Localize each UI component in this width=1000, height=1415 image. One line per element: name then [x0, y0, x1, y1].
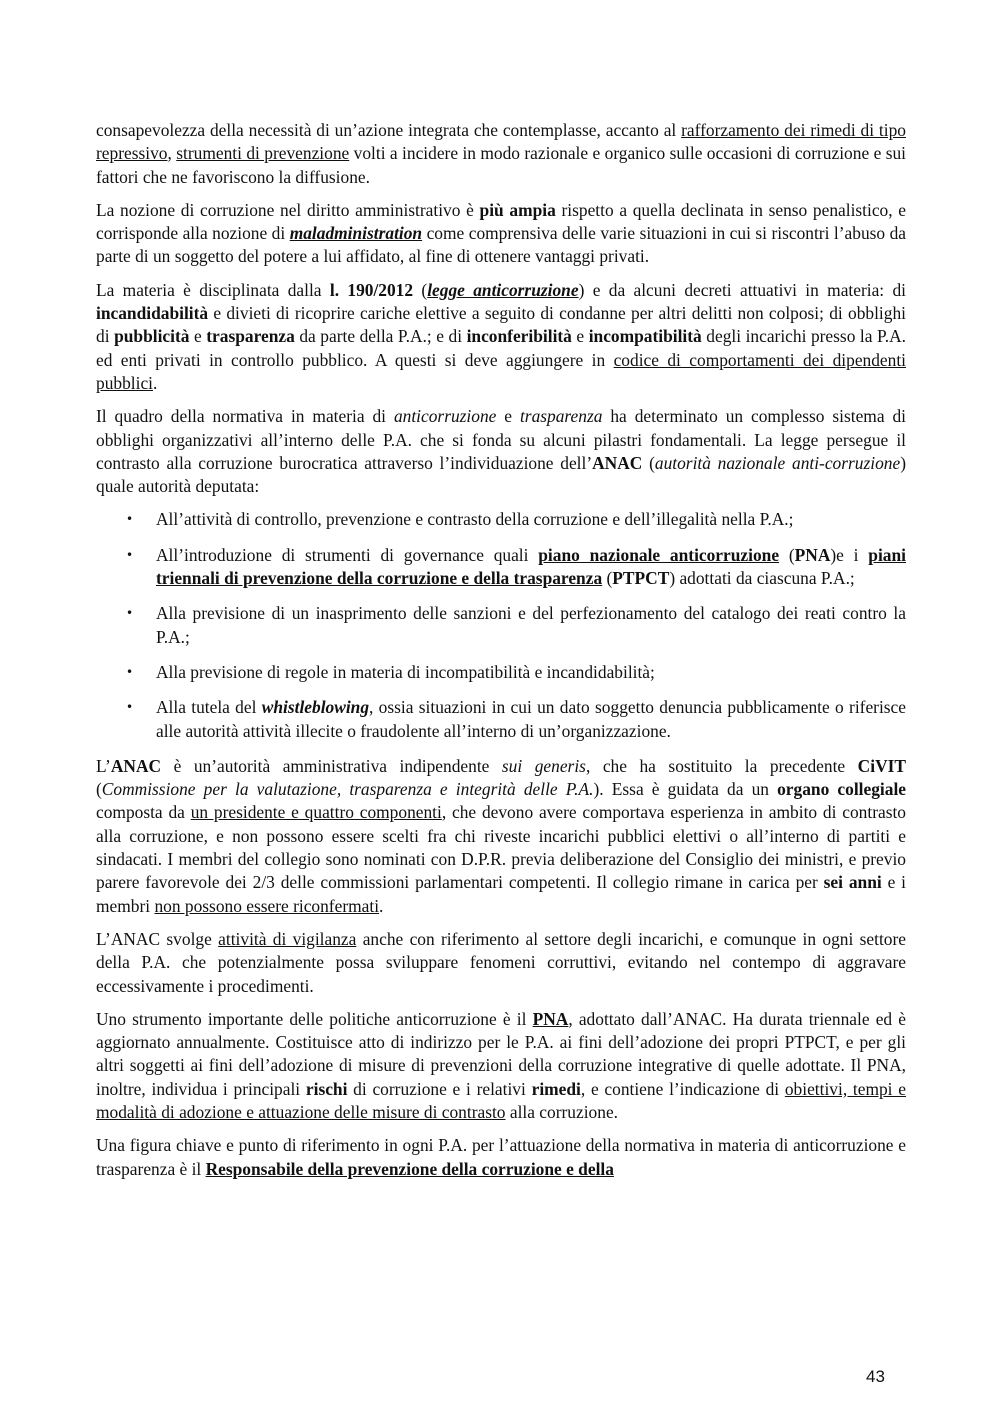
- paragraph-6: L’ANAC svolge attività di vigilanza anche con riferimento al settore degli incarichi, e comunque in ogni settore della P.A. che potenzialmente possa sviluppare fenomeni corruttivi, evitando nel contempo di aggravare eccessivamente i procedimenti.: [96, 928, 906, 996]
- list-item: • All’attività di controllo, prevenzione e contrasto della corruzione e dell’illegalità nella P.A.;: [96, 508, 906, 531]
- bullet-icon: •: [126, 700, 134, 715]
- paragraph-4: Il quadro della normativa in materia di anticorruzione e trasparenza ha determinato un complesso sistema di obblighi organizzativi all’interno delle P.A. che si fonda su alcuni pilastri fondamentali. La legge persegue il contrasto alla corruzione burocratica attraverso l’individuazione dell’ANAC (autorità nazionale anti-corruzione) quale autorità deputata:: [96, 406, 906, 497]
- bold-text: PTPCT: [612, 568, 670, 589]
- bold-italic-text: whistleblowing: [261, 697, 370, 718]
- bold-text: rimedi: [531, 1078, 581, 1099]
- bold-text: sei anni: [823, 872, 882, 893]
- paragraph-7: Uno strumento importante delle politiche anticorruzione è il PNA, adottato dall’ANAC. Ha durata triennale ed è aggiornato annualmente. Costituisce atto di indirizzo per le P.A. ai fini dell’adozione dei propri PTPCT, e per gli altri soggetti ai fini dell’adozione di misure di prevenzioni della corruzione integrative di quelle adottate. Il PNA, inoltre, individua i principali rischi di corruzione e i relativi rimedi, e contiene l’indicazione di obiettivi, tempi e modalità di adozione e attuazione delle misure di contrasto alla corruzione.: [96, 1008, 906, 1122]
- bold-text: l. 190/2012: [329, 279, 414, 300]
- bold-text: pubblicità: [114, 326, 190, 347]
- paragraph-5: L’ANAC è un’autorità amministrativa indipendente sui generis, che ha sostituito la precedente CiVIT (Commissione per la valutazione, trasparenza e integrità delle P.A.). Essa è guidata da un organo collegiale composta da un presidente e quattro componenti, che devono avere comportava esperienza in ambito di contrasto alla corruzione, e non possono essere scelti fra chi riveste incarichi pubblici elettivi o all’interno di partiti e sindacati. I membri del collegio sono nominati con D.P.R. previa deliberazione del Consiglio dei ministri, e previo parere favorevole dei 2/3 delle commissioni parlamentari competenti. Il collegio rimane in carica per sei anni e i membri non possono essere riconfermati.: [96, 755, 906, 916]
- list-item: • Alla previsione di un inasprimento delle sanzioni e del perfezionamento del catalogo dei reati contro la P.A.;: [126, 603, 906, 647]
- bold-text: ANAC: [592, 452, 643, 473]
- page-number: 43: [866, 1367, 885, 1386]
- bullet-icon: •: [126, 664, 134, 679]
- bold-text: trasparenza: [206, 326, 295, 347]
- bold-text: incompatibilità: [588, 326, 702, 347]
- underlined-text: un presidente e quattro componenti: [190, 802, 442, 823]
- underlined-text: rafforzamento dei rimedi di tipo repressivo: [96, 120, 906, 164]
- bold-underlined-text: Responsabile della prevenzione della corruzione e della: [205, 1158, 614, 1179]
- bold-text: organo collegiale: [777, 779, 906, 800]
- italic-text: anticorruzione: [393, 406, 497, 427]
- list-item: • Alla tutela del whistleblowing, ossia situazioni in cui un dato soggetto denuncia pubblicamente o riferisce alle autorità attività illecite o fraudolente all’interno di un’organizzazione.: [126, 697, 906, 741]
- italic-text: sui generis: [501, 755, 586, 776]
- list-item: • All’introduzione di strumenti di governance quali piano nazionale anticorruzione (PNA)e i piani triennali di prevenzione della corruzione e della trasparenza (PTPCT) adottati da ciascuna P.A.;: [126, 544, 906, 589]
- paragraph-1: consapevolezza della necessità di un’azione integrata che contemplasse, accanto al rafforzamento dei rimedi di tipo repressivo, strumenti di prevenzione volti a incidere in modo razionale e organico sulle occasioni di corruzione e sui fattori che ne favoriscono la diffusione.: [96, 120, 906, 187]
- underlined-text: non possono essere riconfermati: [154, 895, 380, 916]
- paragraph-2: La nozione di corruzione nel diritto amministrativo è più ampia rispetto a quella declinata in senso penalistico, e corrisponde alla nozione di maladministration come comprensiva delle varie situazioni in cui si riscontri l’abuso da parte di un soggetto del potere a lui affidato, al fine di ottenere vantaggi privati.: [96, 199, 907, 267]
- bold-text: inconferibilità: [466, 326, 572, 347]
- bullet-icon: •: [126, 547, 134, 562]
- paragraph-8: Una figura chiave e punto di riferimento in ogni P.A. per l’attuazione della normativa in materia di anticorruzione e trasparenza è il Responsabile della prevenzione della corruzione e della: [96, 1135, 906, 1179]
- italic-text: Commissione per la valutazione, trasparenza e integrità delle P.A.: [101, 779, 594, 800]
- bold-text: più ampia: [479, 199, 556, 220]
- bold-text: ANAC: [110, 755, 162, 776]
- underlined-text: strumenti di prevenzione: [176, 143, 350, 164]
- underlined-text: codice di comportamenti dei dipendenti pubblici: [96, 349, 907, 393]
- bold-text: incandidabilità: [96, 303, 209, 324]
- bold-text: CiVIT: [857, 755, 906, 776]
- bullet-icon: •: [126, 512, 134, 527]
- emphasis-term: legge anticorruzione: [427, 279, 579, 300]
- italic-text: trasparenza: [519, 406, 603, 427]
- underlined-text: attività di vigilanza: [218, 928, 357, 949]
- bullet-list: [96, 508, 906, 742]
- bullet-icon: •: [126, 606, 134, 621]
- bold-text: rischi: [305, 1078, 348, 1099]
- underlined-text: obiettivi, tempi e modalità di adozione e attuazione delle misure di contrasto: [96, 1078, 906, 1122]
- document-body: [96, 119, 906, 1191]
- bold-underlined-text: piano nazionale anticorruzione: [538, 544, 780, 565]
- emphasis-term: maladministration: [289, 223, 423, 244]
- italic-text: autorità nazionale anti-corruzione: [654, 452, 901, 473]
- bold-text: PNA: [794, 544, 831, 565]
- paragraph-3: La materia è disciplinata dalla l. 190/2012 (legge anticorruzione) e da alcuni decreti attuativi in materia: di incandidabilità e divieti di ricoprire cariche elettive a seguito di condanne per altri delitti non colposi; di obblighi di pubblicità e trasparenza da parte della P.A.; e di inconferibilità e incompatibilità degli incarichi presso la P.A. ed enti privati in controllo pubblico. A questi si deve aggiungere in codice di comportamenti dei dipendenti pubblici.: [96, 279, 907, 393]
- bold-underlined-text: PNA: [532, 1008, 569, 1029]
- bold-underlined-text: piani triennali di prevenzione della corruzione e della trasparenza: [156, 544, 906, 589]
- list-item: • Alla previsione di regole in materia di incompatibilità e incandidabilità;: [96, 661, 906, 684]
